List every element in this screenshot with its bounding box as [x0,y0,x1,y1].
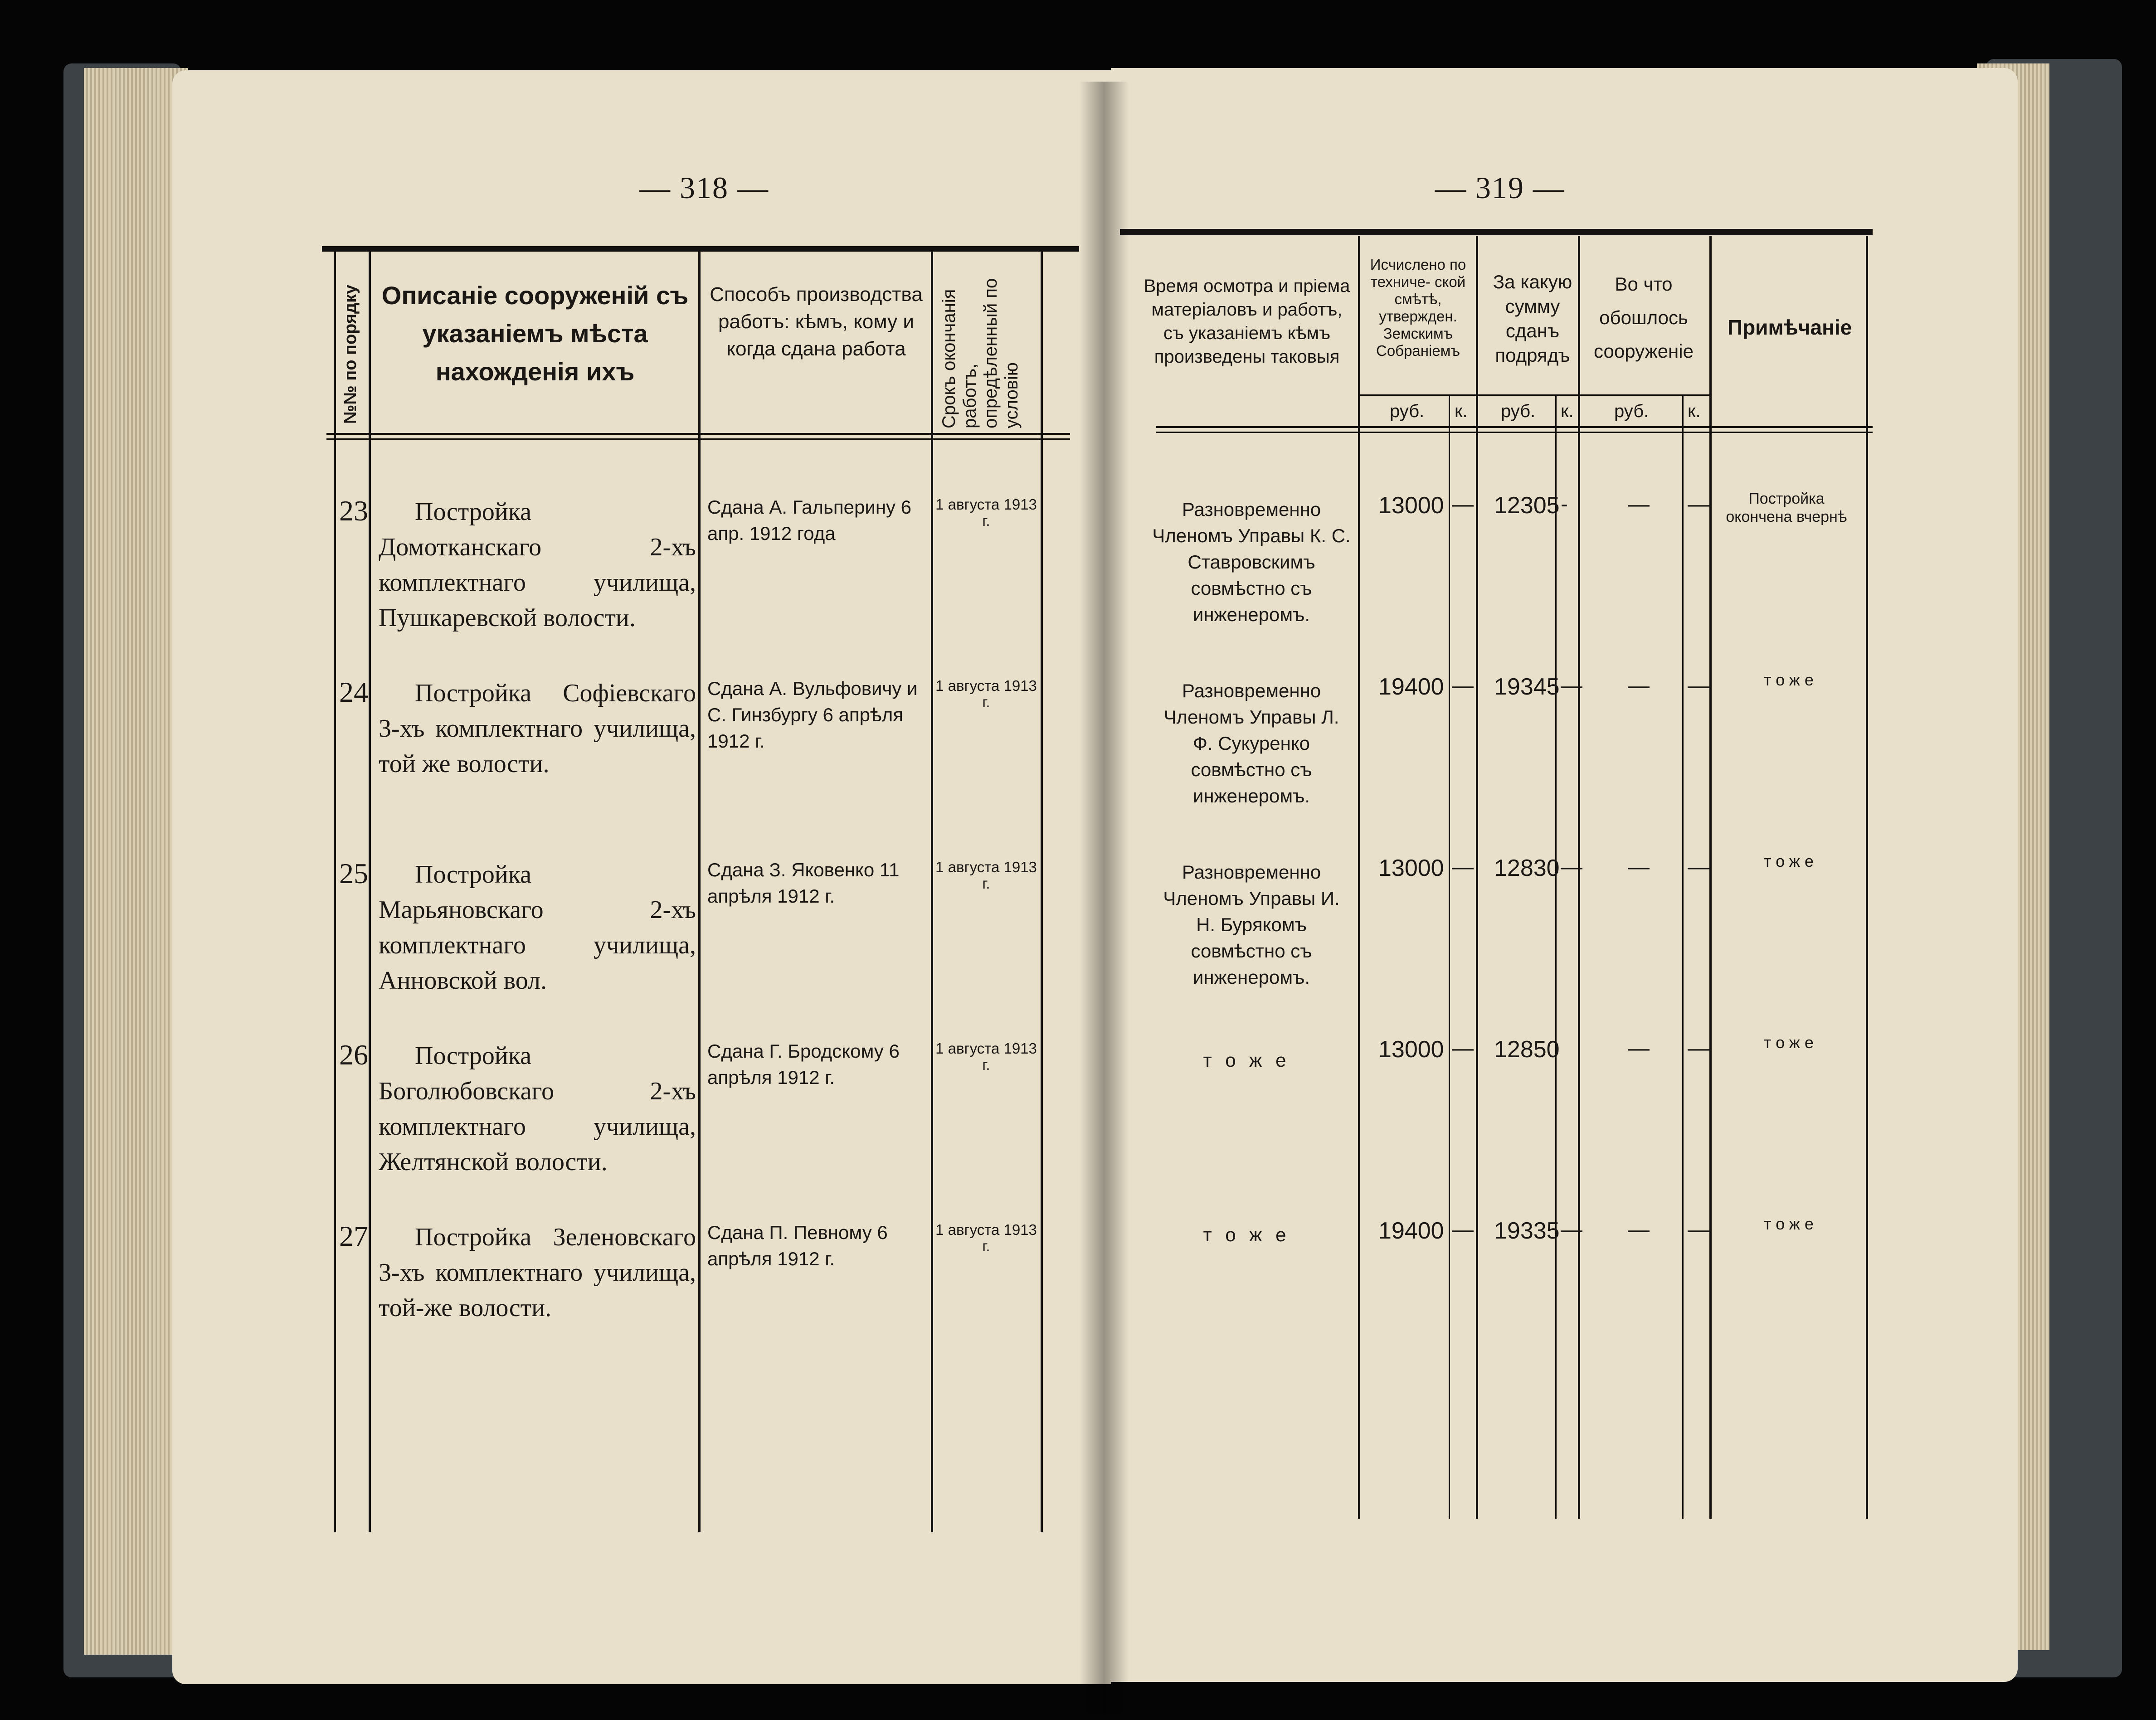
cost-rub: — [1628,492,1650,516]
col-divider [1709,236,1712,1519]
col-divider [1476,236,1478,1519]
subheader-rub: руб. [1501,401,1536,421]
row-inspection: тоже [1203,1224,1300,1245]
row-number: 26 [339,1039,368,1071]
col-divider [334,252,336,1532]
estimate-kop: — [1452,1036,1474,1060]
row-note: тоже [1764,1215,1818,1233]
cost-rub: — [1628,855,1650,879]
row-number: 25 [339,857,368,889]
cost-kop: — [1688,492,1709,516]
estimate-kop: — [1452,674,1474,698]
contract-kop: - [1561,492,1568,516]
header-term-text: Срокъ окончанія работъ, опредѣленный по условію [939,278,1022,428]
header-cost: Во что обошлось сооруженіе [1594,273,1694,362]
contract-rub: 19345 [1494,674,1560,700]
contract-rub: 12305 [1494,492,1560,519]
row-method: Сдана П. Певному 6 апрѣля 1912 г. [707,1222,888,1269]
subheader-rub: руб. [1614,401,1649,421]
col-divider [369,252,371,1532]
contract-rub: 12830 [1494,855,1560,881]
kop-divider [1682,394,1684,1519]
row-inspection: Разновременно Членомъ Управы К. С. Ставровскимъ совмѣстно съ инженеромъ. [1152,499,1351,625]
subheader-kop: к. [1688,401,1701,421]
header-estimate: Исчислено по техниче- ской смѣтѣ, утвержден. Земскимъ Собраніемъ [1370,256,1466,359]
header-bottom-rule2-right [1156,432,1873,433]
estimate-kop: — [1452,492,1474,516]
header-bottom-rule-right [1156,426,1873,428]
table-top-rule-right [1120,229,1873,235]
estimate-rub: 13000 [1378,492,1444,519]
row-method: Сдана Г. Бродскому 6 апрѣля 1912 г. [707,1040,900,1088]
contract-kop: — [1561,1218,1582,1242]
col-divider [1866,236,1868,1519]
header-description: Описаніе сооруженій съ указаніемъ мѣста нахожденія ихъ [381,281,689,386]
row-note: тоже [1764,671,1818,689]
header-inspection: Время осмотра и пріема матеріаловъ и работъ, съ указаніемъ кѣмъ произведены таковыя [1144,276,1350,367]
row-term: 1 августа 1913 г. [935,1221,1037,1254]
cost-rub: — [1628,1036,1650,1060]
col-divider [1358,236,1360,1519]
col-divider [1041,252,1043,1532]
cost-rub: — [1628,1218,1650,1242]
row-method: Сдана А. Гальперину 6 апр. 1912 года [707,496,912,544]
row-method: Сдана З. Яковенко 11 апрѣля 1912 г. [707,859,900,907]
subheader-rub: руб. [1390,401,1425,421]
header-note: Примѣчаніе [1728,316,1852,339]
row-inspection: тоже [1203,1049,1300,1071]
cost-rub: — [1628,674,1650,698]
cost-kop: — [1688,1036,1709,1060]
left-page [172,70,1111,1684]
estimate-rub: 19400 [1378,1218,1444,1244]
row-description: Постройка Зеленовскаго 3-хъ комплектнаго училища, той-же волости. [379,1223,696,1322]
page-number-right: — 319 — [1435,170,1565,205]
header-contract: За какую сумму сданъ подрядъ [1493,271,1572,366]
row-inspection: Разновременно Членомъ Управы И. Н. Бурякомъ совмѣстно съ инженеромъ. [1163,861,1340,988]
row-number: 27 [339,1220,368,1252]
row-term: 1 августа 1913 г. [935,859,1037,892]
contract-rub: 19335 [1494,1218,1560,1244]
cost-kop: — [1688,855,1709,879]
cost-kop: — [1688,674,1709,698]
row-description: Постройка Марьяновскаго 2-хъ комплектнаго училища, Анновской вол. [379,860,696,995]
row-description: Постройка Софіевскаго 3-хъ комплектнаго училища, той же волости. [379,679,696,778]
row-description: Постройка Боголюбовскаго 2-хъ комплектнаго училища, Желтянской волости. [379,1042,696,1176]
contract-kop: — [1561,855,1582,879]
right-page [1111,68,2018,1682]
row-term: 1 августа 1913 г. [935,677,1037,710]
row-method: Сдана А. Вульфовичу и С. Гинзбургу 6 апрѣля 1912 г. [707,678,918,752]
contract-rub: 12850 [1494,1036,1560,1063]
cost-kop: — [1688,1218,1709,1242]
col-divider [698,252,701,1532]
rub-kop-subheader-rule [1358,394,1709,396]
subheader-kop: к. [1561,401,1574,421]
header-method: Способъ производства работъ: кѣмъ, кому и когда сдана работа [710,283,923,360]
row-note: тоже [1764,852,1818,870]
book-gutter-shadow [1079,82,1129,1714]
row-term: 1 августа 1913 г. [935,1040,1037,1073]
subheader-kop: к. [1455,401,1468,421]
estimate-kop: — [1452,1218,1474,1242]
estimate-rub: 19400 [1378,674,1444,700]
header-term [939,247,1022,428]
estimate-kop: — [1452,855,1474,879]
row-note: Постройка окончена вчернѣ [1726,490,1847,525]
row-note: тоже [1764,1033,1818,1052]
contract-kop: — [1561,674,1582,698]
estimate-rub: 13000 [1378,1036,1444,1063]
kop-divider [1555,394,1557,1519]
page-number-left: — 318 — [639,170,769,205]
row-inspection: Разновременно Членомъ Управы Л. Ф. Сукуренко совмѣстно съ инженеромъ. [1163,680,1339,807]
row-description: Постройка Домотканскаго 2-хъ комплектнаго училища, Пушкаревской волости. [379,498,696,632]
row-number: 24 [339,676,368,708]
row-number: 23 [339,495,368,527]
header-number: №№ по порядку [341,284,360,424]
row-term: 1 августа 1913 г. [935,496,1037,529]
kop-divider [1449,394,1450,1519]
estimate-rub: 13000 [1378,855,1444,881]
